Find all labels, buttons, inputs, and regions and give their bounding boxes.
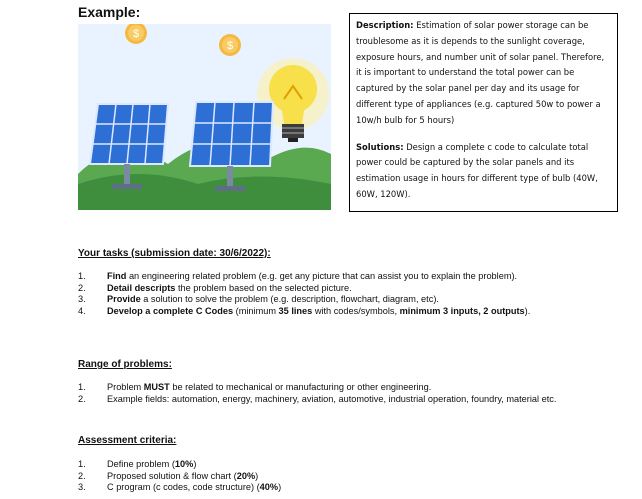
criteria-list [78,459,558,494]
svg-text:$: $ [226,40,234,52]
description-paragraph: Description: Estimation of solar power storage can be troublesome as it is depends to the sunlight coverage, exposure hours, and number unit of solar panel. Therefore, it is important to understand the total power can be captured by the solar panel per day and its usage for different type of appliances (e.g. captured 50w to power a 10w/h bulb for 5 hours) [356,20,605,125]
coin-icon [219,34,241,56]
list-item: 2. Proposed solution & flow chart (20%) [78,470,259,481]
list-item: 1. Define problem (10%) [78,459,197,469]
description-box [349,13,618,212]
list-item: 1. Find an engineering related problem (e.g. get any picture that can assist you to explain the problem). [78,271,518,281]
solutions-paragraph: Solutions: Design a complete c code to calculate total power could be captured by the solar panels and its estimation usage in hours for different type of bulb (40W, 60W, 120W). [356,141,598,199]
range-list [78,382,558,405]
criteria-heading: Assessment criteria: [78,435,177,446]
list-item: 4. Develop a complete C Codes (minimum 35 lines with codes/symbols, minimum 3 inputs, 2 outputs). [78,305,531,316]
list-item: 3. C program (c codes, code structure) (40%) [78,482,282,493]
example-heading: Example: [78,4,141,20]
tasks-heading: Your tasks (submission date: 30/6/2022): [78,248,271,259]
list-item: 2. Example fields: automation, energy, machinery, aviation, automotive, industrial operation, foundry, material etc. [78,393,557,404]
tasks-list [78,271,558,317]
list-item: 2. Detail descripts the problem based on the selected picture. [78,282,352,293]
svg-text:$: $ [132,28,140,40]
solar-panel-illustration [78,24,331,210]
range-heading: Range of problems: [78,359,172,370]
list-item: 3. Provide a solution to solve the problem (e.g. description, flowchart, diagram, etc). [78,294,439,305]
list-item: 1. Problem MUST be related to mechanical or manufacturing or other engineering. [78,382,432,392]
